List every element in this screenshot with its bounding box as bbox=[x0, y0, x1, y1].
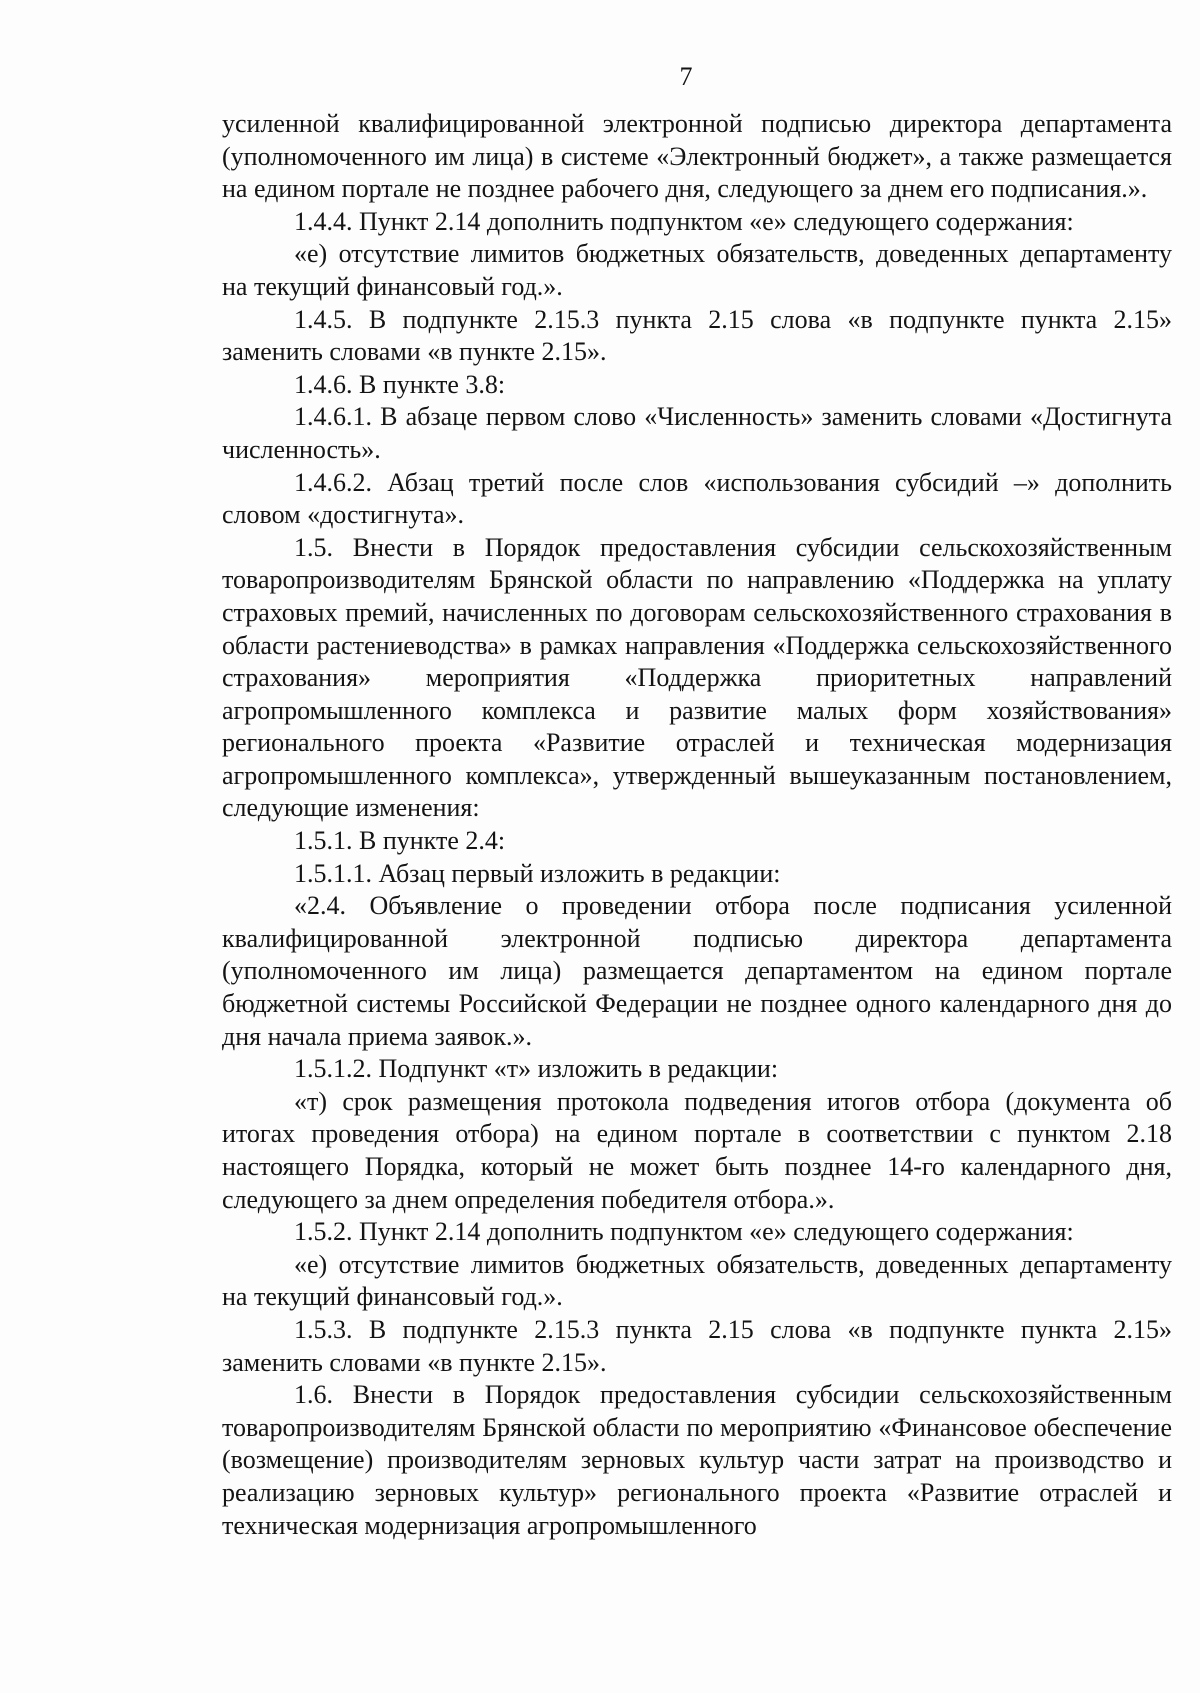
paragraph: 1.4.5. В подпункте 2.15.3 пункта 2.15 слова «в подпункте пункта 2.15» заменить словами «в пункте 2.15». bbox=[222, 304, 1172, 367]
paragraph: 1.5.2. Пункт 2.14 дополнить подпунктом «е» следующего содержания: bbox=[294, 1217, 1074, 1247]
paragraph: 1.5.1.2. Подпункт «т» изложить в редакции: bbox=[294, 1054, 779, 1084]
paragraph: 1.5. Внести в Порядок предоставления субсидии сельскохозяйственным товаропроизводителям Брянской области по направлению «Поддержка на уплату страховых премий, начисленных по договорам сельскохозяйственного страхования в области растениеводства» в рамках направления «Поддержка сельскохозяйственного страхования» мероприятия «Поддержка приоритетных направлений агропромышленного комплекса и развитие малых форм хозяйствования» регионального проекта «Развитие отраслей и техническая модернизация агропромышленного комплекса», утвержденный вышеуказанным постановлением, следующие изменения: bbox=[222, 532, 1172, 823]
paragraph: «2.4. Объявление о проведении отбора после подписания усиленной квалифицированной электронной подписью директора департамента (уполномоченного им лица) размещается департаментом на едином портале бюджетной системы Российской Федерации не позднее одного календарного дня до дня начала приема заявок.». bbox=[222, 891, 1172, 1051]
paragraph: 1.4.6. В пункте 3.8: bbox=[294, 369, 506, 399]
paragraph: 1.4.6.1. В абзаце первом слово «Численность» заменить словами «Достигнута численность». bbox=[222, 402, 1172, 464]
paragraph: 1.5.1.1. Абзац первый изложить в редакции: bbox=[294, 858, 781, 888]
paragraph: 1.4.6.2. Абзац третий после слов «использования субсидий –» дополнить словом «достигнута». bbox=[222, 467, 1172, 530]
paragraph: «т) срок размещения протокола подведения итогов отбора (документа об итогах проведения отбора) на едином портале в соответствии с пунктом 2.18 настоящего Порядка, который не может быть позднее 14-го календарного дня, следующего за днем определения победителя отбора.». bbox=[222, 1086, 1172, 1214]
page-number: 7 bbox=[679, 62, 693, 91]
paragraph: 1.4.4. Пункт 2.14 дополнить подпунктом «е» следующего содержания: bbox=[294, 206, 1074, 236]
paragraph: «е) отсутствие лимитов бюджетных обязательств, доведенных департаменту на текущий финансовый год.». bbox=[222, 1249, 1172, 1312]
paragraph: усиленной квалифицированной электронной подписью директора департамента (уполномоченного им лица) в системе «Электронный бюджет», а также размещается на едином портале не позднее рабочего дня, следующего за днем его подписания.». bbox=[222, 109, 1172, 204]
paragraph: «е) отсутствие лимитов бюджетных обязательств, доведенных департаменту на текущий финансовый год.». bbox=[222, 239, 1172, 301]
document-body bbox=[222, 108, 1172, 1542]
paragraph: 1.5.3. В подпункте 2.15.3 пункта 2.15 слова «в подпункте пункта 2.15» заменить словами «в пункте 2.15». bbox=[222, 1314, 1172, 1377]
paragraph: 1.5.1. В пункте 2.4: bbox=[294, 826, 506, 856]
paragraph: 1.6. Внести в Порядок предоставления субсидии сельскохозяйственным товаропроизводителям Брянской области по мероприятию «Финансовое обеспечение (возмещение) производителям зерновых культур части затрат на производство и реализацию зерновых культур» регионального проекта «Развитие отраслей и техническая модернизация агропромышленного bbox=[222, 1380, 1172, 1540]
